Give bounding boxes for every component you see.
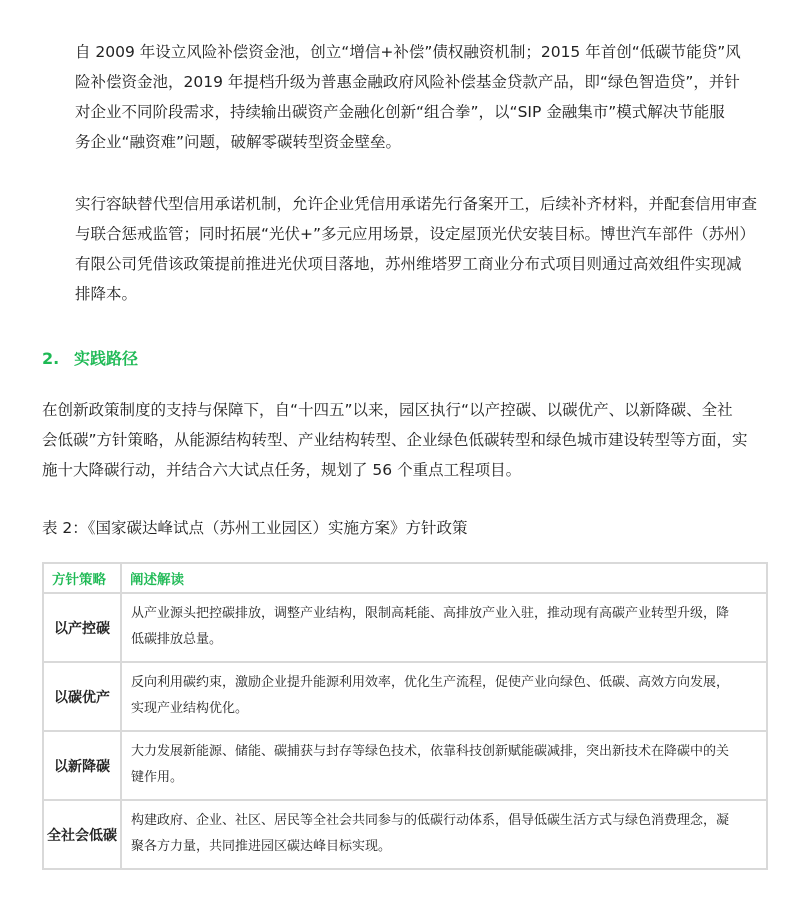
header-description: 阐述解读: [121, 563, 767, 593]
section-title: 实践路径: [74, 349, 139, 368]
description-cell: [121, 731, 767, 800]
text-line: 务企业“融资难”问题，破解零碳转型资金壁垒。: [75, 133, 402, 151]
table-row: [43, 800, 767, 869]
text-line: 低碳排放总量。: [131, 631, 223, 647]
text-line: 大力发展新能源、储能、碳捕获与封存等绿色技术，依靠科技创新赋能碳减排，突出新技术在降碳中的关: [131, 743, 730, 759]
text-line: 构建政府、企业、社区、居民等全社会共同参与的低碳行动体系，倡导低碳生活方式与绿色消费理念，凝: [131, 812, 730, 828]
strategy-cell: 以碳优产: [43, 662, 121, 731]
header-strategy: 方针策略: [43, 563, 121, 593]
table-header-row: [43, 563, 767, 593]
text-line: 从产业源头把控碳排放，调整产业结构，限制高耗能、高排放产业入驻，推动现有高碳产业转型升级，降: [131, 605, 730, 621]
paragraph-credit-commitment: [75, 189, 775, 309]
description-cell: [121, 662, 767, 731]
strategy-cell: 以新降碳: [43, 731, 121, 800]
text-line: 有限公司凭借该政策提前推进光伏项目落地，苏州维塔罗工商业分布式项目则通过高效组件实现减: [75, 255, 742, 273]
paragraph-green-finance: [75, 37, 775, 157]
table-caption: 表 2：《国家碳达峰试点（苏州工业园区）实施方案》方针政策: [42, 519, 468, 537]
text-line: 施十大降碳行动，并结合六大试点任务，规划了 56 个重点工程项目。: [42, 461, 522, 479]
section-heading: [42, 344, 138, 374]
text-line: 在创新政策制度的支持与保障下，自“十四五”以来，园区执行“以产控碳、以碳优产、以新降碳、全社: [42, 401, 733, 419]
text-line: 自 2009 年设立风险补偿资金池，创立“增信+补偿”债权融资机制；2015 年首创“低碳节能贷”风: [75, 43, 741, 61]
text-line: 键作用。: [131, 769, 184, 785]
text-line: 对企业不同阶段需求，持续输出碳资产金融化创新“组合拳”，以“SIP 金融集市”模式解决节能服: [75, 103, 725, 121]
text-line: 聚各方力量，共同推进园区碳达峰目标实现。: [131, 838, 392, 854]
section-number: 2.: [42, 349, 60, 368]
table-row: [43, 593, 767, 662]
text-line: 与联合惩戒监管；同时拓展“光伏+”多元应用场景，设定屋顶光伏安装目标。博世汽车部件（苏州）: [75, 225, 756, 243]
text-line: 会低碳”方针策略，从能源结构转型、产业结构转型、企业绿色低碳转型和绿色城市建设转型等方面，实: [42, 431, 748, 449]
strategy-cell: 全社会低碳: [43, 800, 121, 869]
policy-table: [42, 562, 768, 870]
description-cell: [121, 593, 767, 662]
table-row: [43, 662, 767, 731]
paragraph-practice-path: [42, 395, 777, 485]
text-line: 反向利用碳约束，激励企业提升能源利用效率，优化生产流程，促使产业向绿色、低碳、高效方向发展，: [131, 674, 730, 690]
text-line: 实现产业结构优化。: [131, 700, 249, 716]
text-line: 实行容缺替代型信用承诺机制，允许企业凭信用承诺先行备案开工，后续补齐材料，并配套信用审查: [75, 195, 758, 213]
text-line: 排降本。: [75, 285, 138, 303]
strategy-cell: 以产控碳: [43, 593, 121, 662]
description-cell: [121, 800, 767, 869]
text-line: 险补偿资金池，2019 年提档升级为普惠金融政府风险补偿基金贷款产品，即“绿色智造贷”，并针: [75, 73, 740, 91]
table-row: [43, 731, 767, 800]
